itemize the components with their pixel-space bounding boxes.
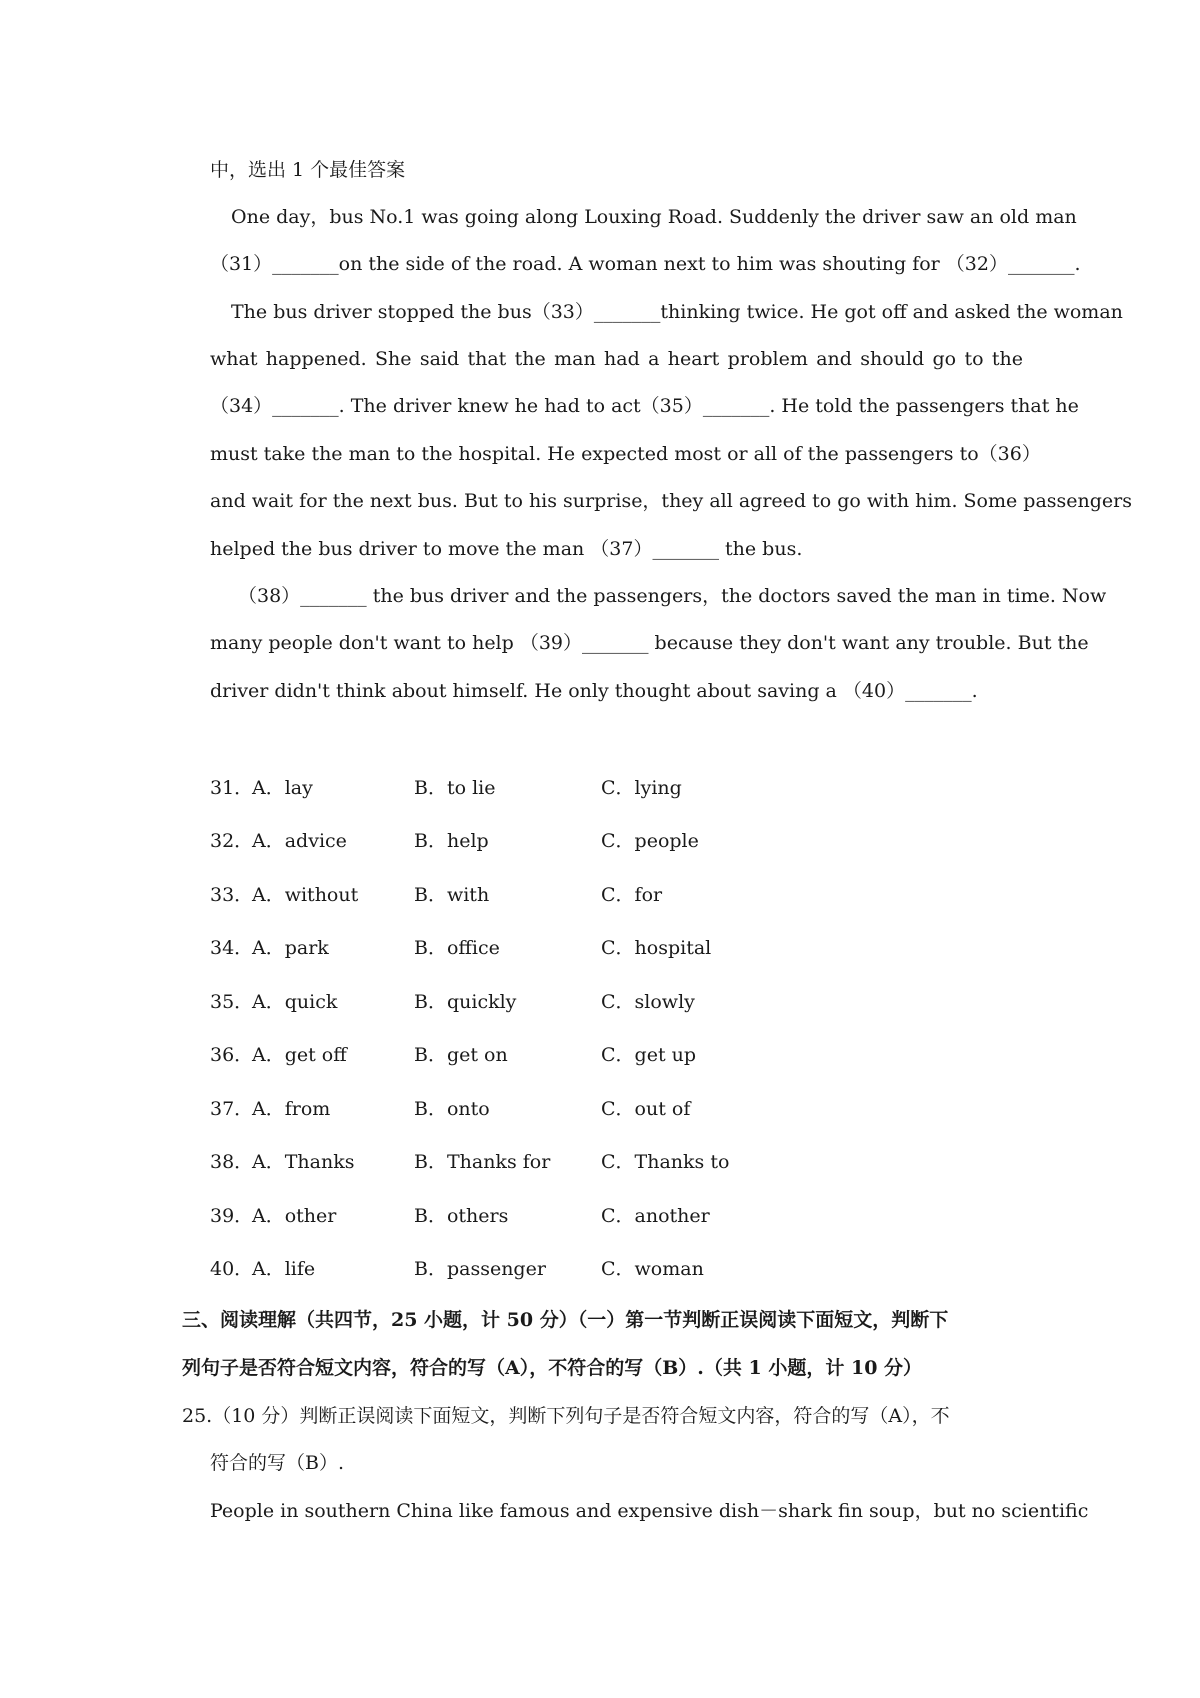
question-number: 31．: [210, 777, 254, 799]
option-c: C．another: [601, 1205, 710, 1227]
reading-passage-line: People in southern China like famous and expensive dish－shark fin soup，but no scientific: [210, 1500, 1089, 1522]
question-number: 40．: [210, 1258, 254, 1280]
passage-line: One day，bus No.1 was going along Louxing Road. Suddenly the driver saw an old man: [231, 206, 1077, 228]
option-c: C．lying: [601, 777, 682, 799]
passage-line: The bus driver stopped the bus（33）_______thinking twice. He got off and asked the woman: [231, 301, 1123, 323]
option-a: A．life: [252, 1258, 316, 1280]
passage-line: many people don't want to help （39）_______ because they don't want any trouble. But the: [210, 632, 1089, 654]
option-c: C．hospital: [601, 937, 712, 959]
question-number: 39．: [210, 1205, 254, 1227]
passage-line: （31）_______on the side of the road. A woman next to him was shouting for （32）_______.: [210, 253, 1081, 275]
option-a: A．advice: [252, 830, 347, 852]
question-number: 35．: [210, 991, 254, 1013]
option-a: A．get off: [252, 1044, 347, 1066]
option-b: B．others: [414, 1205, 509, 1227]
question-number: 37．: [210, 1098, 254, 1120]
option-c: C．people: [601, 830, 699, 852]
option-c: C．for: [601, 884, 663, 906]
option-a: A．park: [252, 937, 329, 959]
option-a: A．from: [252, 1098, 331, 1120]
option-a: A．quick: [252, 991, 338, 1013]
option-b: B．help: [414, 830, 489, 852]
option-b: B．passenger: [414, 1258, 546, 1280]
option-c: C．get up: [601, 1044, 697, 1066]
intro-line: 中，选出 1 个最佳答案: [210, 159, 406, 181]
question-number: 32．: [210, 830, 254, 852]
question-25-text: 符合的写（B）.: [210, 1452, 345, 1474]
option-b: B．office: [414, 937, 500, 959]
option-b: B．quickly: [414, 991, 517, 1013]
option-b: B．onto: [414, 1098, 490, 1120]
passage-line: （38）_______ the bus driver and the passengers，the doctors saved the man in time. Now: [238, 585, 1107, 607]
question-number: 34．: [210, 937, 254, 959]
option-b: B．to lie: [414, 777, 496, 799]
passage-line: what happened. She said that the man had a heart problem and should go to the: [210, 348, 1023, 370]
passage-line: must take the man to the hospital. He expected most or all of the passengers to（36）: [210, 443, 1041, 465]
passage-line: helped the bus driver to move the man （37）_______ the bus.: [210, 538, 803, 560]
option-c: C．slowly: [601, 991, 695, 1013]
option-c: C．woman: [601, 1258, 704, 1280]
passage-line: driver didn't think about himself. He only thought about saving a （40）_______.: [210, 680, 978, 702]
question-number: 38．: [210, 1151, 254, 1173]
question-25-text: 25.（10 分）判断正误阅读下面短文，判断下列句子是否符合短文内容，符合的写（A），不: [182, 1405, 950, 1427]
option-b: B．get on: [414, 1044, 508, 1066]
option-c: C．Thanks to: [601, 1151, 730, 1173]
option-a: A．other: [252, 1205, 337, 1227]
option-b: B．with: [414, 884, 490, 906]
option-a: A．Thanks: [252, 1151, 355, 1173]
section-heading: 列句子是否符合短文内容，符合的写（A），不符合的写（B）.（共 1 小题，计 10 分）: [182, 1357, 923, 1379]
passage-line: and wait for the next bus. But to his surprise，they all agreed to go with him. Some passengers: [210, 490, 1132, 512]
question-number: 36．: [210, 1044, 254, 1066]
option-c: C．out of: [601, 1098, 691, 1120]
passage-line: （34）_______. The driver knew he had to act（35）_______. He told the passengers that he: [210, 395, 1079, 417]
option-a: A．without: [252, 884, 359, 906]
option-a: A．lay: [252, 777, 313, 799]
section-heading: 三、阅读理解（共四节，25 小题，计 50 分）（一）第一节判断正误阅读下面短文，判断下: [182, 1309, 949, 1331]
option-b: B．Thanks for: [414, 1151, 551, 1173]
question-number: 33．: [210, 884, 254, 906]
